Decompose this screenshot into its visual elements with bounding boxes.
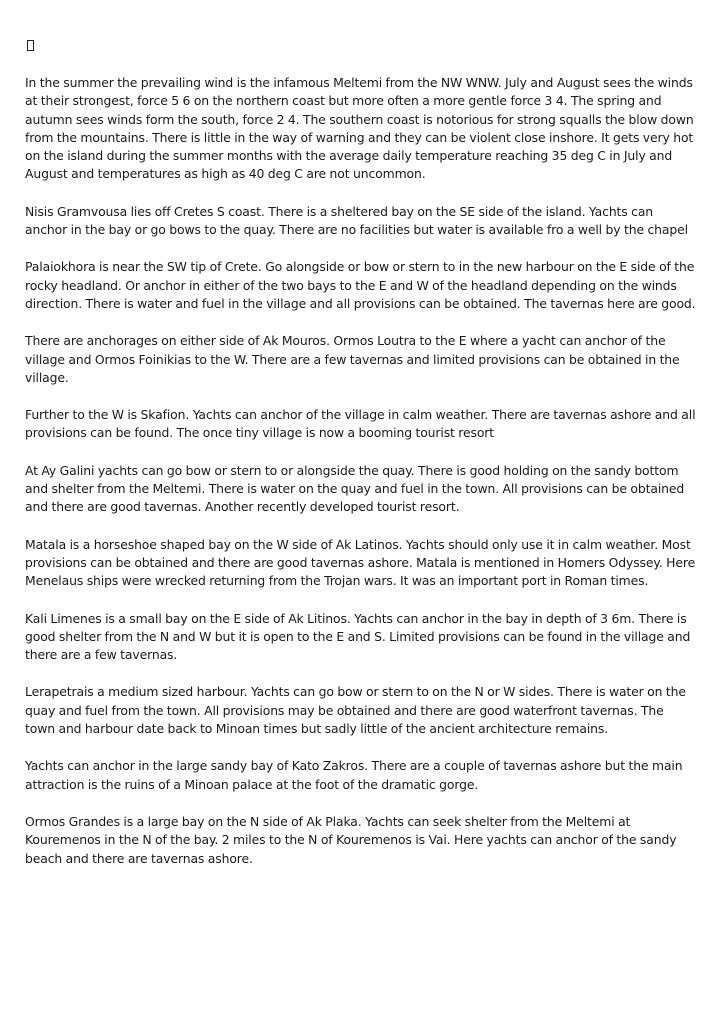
missing-glyph-icon <box>27 40 34 51</box>
paragraph-palaiokhora: Palaiokhora is near the SW tip of Crete. Go alongside or bow or stern to in the new harbour on the E side of the rocky headland. Or anchor in either of the two bays to the E and W of the headland depending on the winds direction. There is water and fuel in the village and all provisions can be obtained. The tavernas here are good. <box>25 259 696 311</box>
paragraph-gramvousa: Nisis Gramvousa lies off Cretes S coast. There is a sheltered bay on the SE side of the island. Yachts can anchor in the bay or go bows to the quay. There are no facilities but water is available fro a well by the chapel <box>25 203 688 238</box>
skafion-text-before: Further to the W is Skafion. Yachts can anchor of the village in calm weather. There are tavernas ashore and all provisions can be found. The once tiny village is now a booming <box>25 407 696 441</box>
paragraph-ay-galini: At Ay Galini yachts can go bow or stern to or alongside the quay. There is good holding on the sandy bottom and shelter from the Meltemi. There is water on the quay and fuel in the town. All provisions can be obtained and there are good tavernas. Another recently developed tourist resort. <box>25 462 685 515</box>
paragraph-climate: In the summer the prevailing wind is the infamous Meltemi from the NW WNW. July and August sees the winds at their strongest, force 5 6 on the northern coast but more often a more gentle force 3 4. The spring and autumn sees winds form the south, force 2 4. The southern coast is notorious for strong squalls the blow down from the mountains. There is little in the way of warning and they can be violent close inshore. It gets very hot on the island during the summer months with the average daily temperature reaching 35 deg C in July and August and temperatures as high as 40 deg C are not uncommon. <box>25 75 694 182</box>
paragraph-ormos-grandes: Ormos Grandes is a large bay on the N side of Ak Plaka. Yachts can seek shelter from the Meltemi at Kouremenos in the N of the bay. 2 miles to the N of Kouremenos is Vai. Here yachts can anchor of the sandy beach and there are tavernas ashore. <box>25 813 677 866</box>
paragraph-skafion <box>25 406 697 443</box>
document-page <box>25 40 697 887</box>
paragraph-lerapetra: Lerapetrais a medium sized harbour. Yachts can go bow or stern to on the N or W sides. There is water on the quay and fuel from the town. All provisions may be obtained and there are good waterfront tavernas. The town and harbour date back to Minoan times but sadly little of the ancient architecture remains. <box>25 684 686 737</box>
paragraph-matala: Matala is a horseshoe shaped bay on the W side of Ak Latinos. Yachts should only use it in calm weather. Most provisions can be obtained and there are good tavernas ashore. Matala is mentioned in Homers Odyssey. Here Menelaus ships were wrecked returning from the Trojan wars. It was an important port in Roman times. <box>25 536 696 589</box>
paragraph-kato-zakros: Yachts can anchor in the large sandy bay of Kato Zakros. There are a couple of tavernas ashore but the main attraction is the ruins of a Minoan palace at the foot of the dramatic gorge. <box>25 758 683 792</box>
skafion-text-after: tourist resort <box>415 425 495 441</box>
paragraph-ak-mouros: There are anchorages on either side of Ak Mouros. Ormos Loutra to the E where a yacht can anchor of the village and Ormos Foinikias to the W. There are a few tavernas and limited provisions can be obtained in the village. <box>25 333 680 385</box>
paragraph-kali-limenes: Kali Limenes is a small bay on the E side of Ak Litinos. Yachts can anchor in the bay in depth of 3 6m. There is good shelter from the N and W but it is open to the E and S. Limited provisions can be found in the village and there are a few tavernas. <box>25 610 691 663</box>
